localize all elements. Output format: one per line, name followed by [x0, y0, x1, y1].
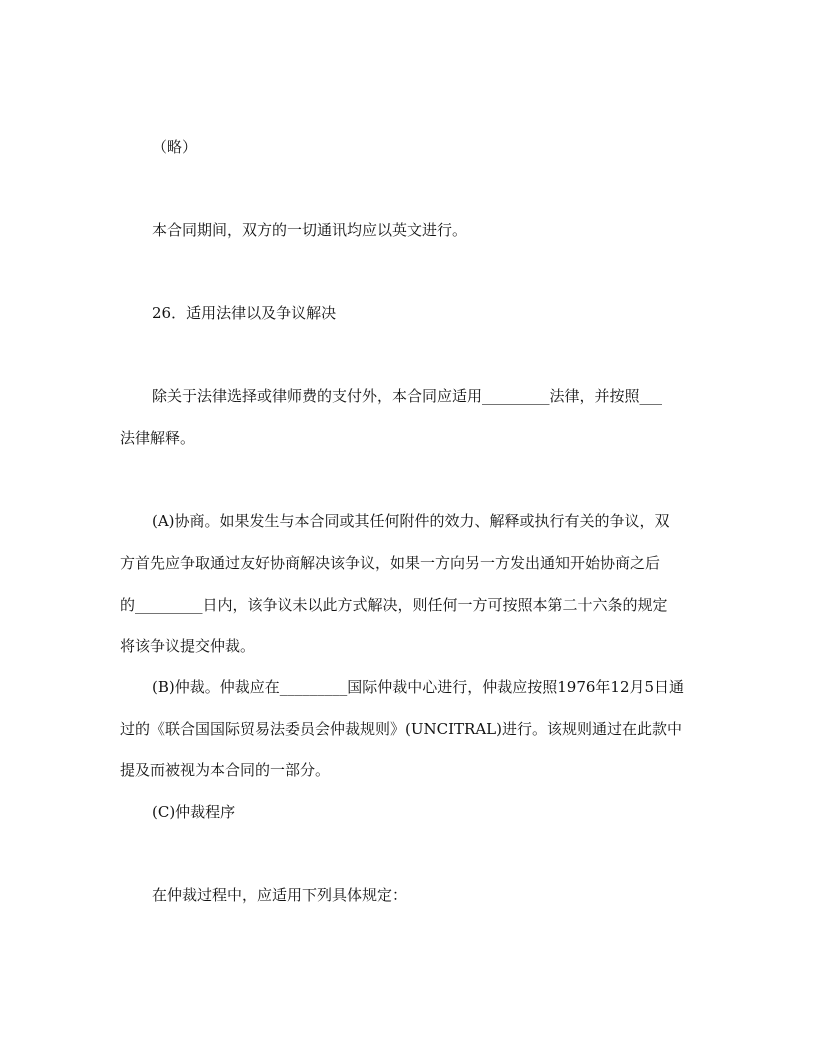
consultation-line-4: 将该争议提交仲裁。	[120, 637, 256, 655]
omitted-note: （略）	[152, 138, 198, 156]
communication-language-clause: 本合同期间，双方的一切通讯均应以英文进行。	[152, 221, 468, 239]
consultation-line-2: 方首先应争取通过友好协商解决该争议，如果一方向另一方发出通知开始协商之后	[120, 554, 661, 572]
governing-law-line-2: 法律解释。	[120, 429, 196, 447]
specific-rules-intro: 在仲裁过程中，应适用下列具体规定：	[152, 886, 408, 904]
governing-law-line-1: 除关于法律选择或律师费的支付外，本合同应适用_________法律，并按照___	[152, 387, 663, 405]
section-26-heading: 26．适用法律以及争议解决	[152, 304, 337, 322]
consultation-line-3: 的_________日内，该争议未以此方式解决，则任何一方可按照本第二十六条的规定	[120, 596, 668, 614]
arbitration-line-2: 过的《联合国国际贸易法委员会仲裁规则》(UNCITRAL)进行。该规则通过在此款中	[120, 720, 682, 738]
consultation-line-1: (A)协商。如果发生与本合同或其任何附件的效力、解释或执行有关的争议，双	[152, 512, 670, 530]
arbitration-line-1: (B)仲裁。仲裁应在_________国际仲裁中心进行，仲裁应按照1976年12月5日通	[152, 678, 685, 696]
arbitration-procedure-heading: (C)仲裁程序	[152, 803, 236, 821]
arbitration-line-3: 提及而被视为本合同的一部分。	[120, 761, 331, 779]
